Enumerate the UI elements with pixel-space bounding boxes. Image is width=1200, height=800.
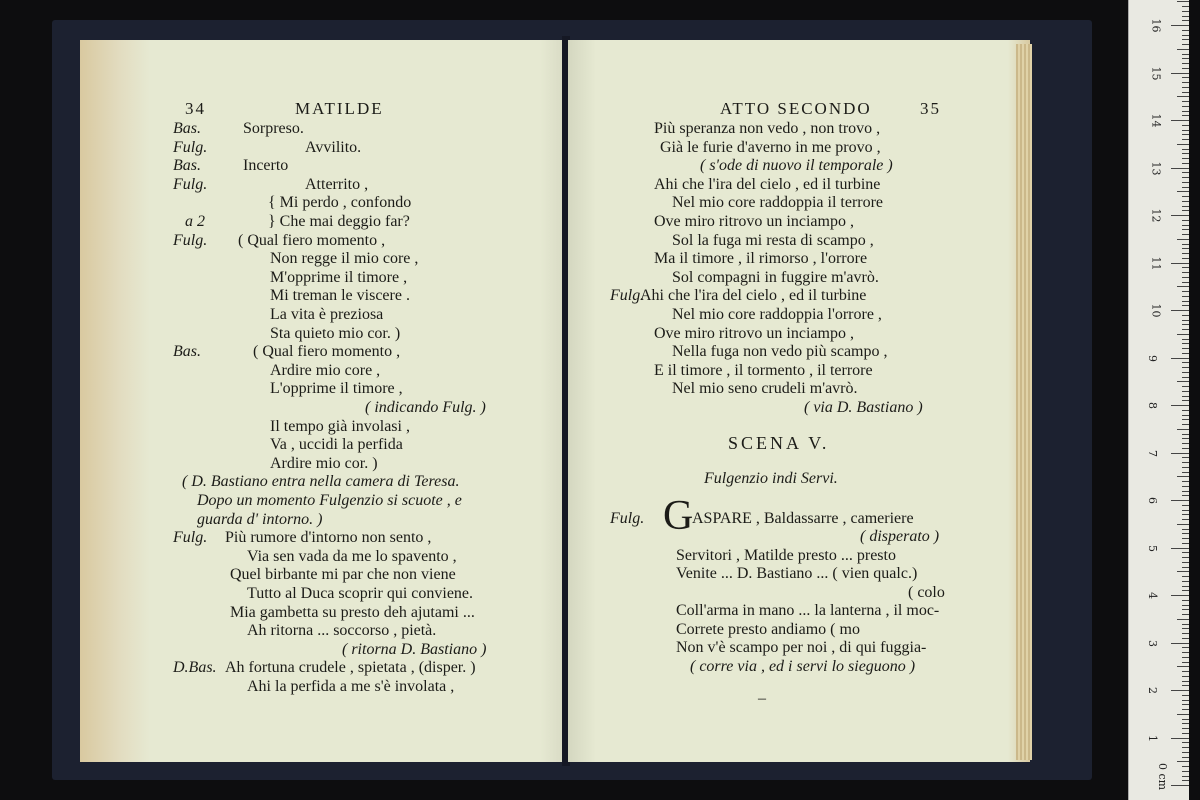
ruler-tick bbox=[1182, 111, 1189, 112]
verse-line: Più rumore d'intorno non sento , bbox=[225, 529, 432, 546]
ruler-tick bbox=[1182, 182, 1189, 183]
speaker-label: Fulg. bbox=[173, 176, 208, 193]
ruler-tick bbox=[1182, 581, 1189, 582]
ruler-tick bbox=[1182, 58, 1189, 59]
running-head-left: MATILDE bbox=[295, 99, 384, 118]
ruler-tick bbox=[1182, 187, 1189, 188]
ruler-tick bbox=[1182, 277, 1189, 278]
speaker-label: Bas. bbox=[173, 120, 201, 137]
ruler-tick bbox=[1182, 125, 1189, 126]
verse-line: Servitori , Matilde presto ... presto bbox=[676, 547, 896, 564]
page-number-right: 35 bbox=[920, 99, 941, 118]
verse-line: Ove miro ritrovo un inciampo , bbox=[654, 325, 854, 342]
ruler-tick bbox=[1182, 590, 1189, 591]
ruler-tick bbox=[1182, 723, 1189, 724]
ruler-tick bbox=[1171, 25, 1189, 26]
ruler-tick bbox=[1177, 1, 1189, 2]
ruler-tick bbox=[1182, 552, 1189, 553]
verse-line: Coll'arma in mano ... la lanterna , il moc- bbox=[676, 602, 940, 619]
ruler-tick bbox=[1182, 719, 1189, 720]
ruler-tick bbox=[1182, 377, 1189, 378]
ruler-tick bbox=[1182, 396, 1189, 397]
ruler-tick bbox=[1182, 543, 1189, 544]
ruler-tick bbox=[1182, 676, 1189, 677]
ruler-tick bbox=[1182, 196, 1189, 197]
ruler-tick bbox=[1182, 514, 1189, 515]
ruler-tick bbox=[1177, 239, 1189, 240]
ruler-tick bbox=[1182, 87, 1189, 88]
ruler-tick bbox=[1182, 348, 1189, 349]
ruler-tick bbox=[1182, 68, 1189, 69]
ruler-tick bbox=[1182, 562, 1189, 563]
ruler-tick bbox=[1182, 54, 1189, 55]
scene-subtitle: Fulgenzio indi Servi. bbox=[704, 470, 838, 487]
ruler-tick bbox=[1182, 139, 1189, 140]
ruler-tick bbox=[1182, 343, 1189, 344]
ruler-tick bbox=[1171, 358, 1189, 359]
ruler-tick bbox=[1182, 776, 1189, 777]
ruler-number: 6 bbox=[1146, 497, 1159, 504]
ruler-number: 1 bbox=[1146, 735, 1159, 742]
ruler-number: 5 bbox=[1146, 545, 1159, 552]
ruler-tick bbox=[1182, 614, 1189, 615]
ruler-tick bbox=[1171, 73, 1189, 74]
verse-line: Ma il timore , il rimorso , l'orrore bbox=[654, 250, 868, 267]
ruler-tick bbox=[1171, 500, 1189, 501]
verse-line: Già le furie d'averno in me provo , bbox=[660, 139, 881, 156]
ruler-tick bbox=[1171, 215, 1189, 216]
ruler-number: 2 bbox=[1146, 687, 1159, 694]
speaker-label: Fulg. bbox=[610, 510, 645, 527]
ruler-tick bbox=[1182, 248, 1189, 249]
verse-line: L'opprime il timore , bbox=[270, 380, 403, 397]
verse-line: ( corre via , ed i servi lo sieguono ) bbox=[690, 658, 916, 675]
verse-line: Mi treman le viscere . bbox=[270, 287, 410, 304]
ruler-tick bbox=[1177, 381, 1189, 382]
ruler-tick bbox=[1182, 391, 1189, 392]
ruler-number: 4 bbox=[1146, 592, 1159, 599]
ruler-tick bbox=[1182, 457, 1189, 458]
verse-line: ( Qual fiero momento , bbox=[238, 232, 386, 249]
ruler-tick bbox=[1182, 339, 1189, 340]
speaker-label: Fulg. bbox=[173, 232, 208, 249]
verse-line: Via sen vada da me lo spavento , bbox=[247, 548, 457, 565]
verse-line: Sta quieto mio cor. ) bbox=[270, 325, 401, 342]
verse-line: guarda d' intorno. ) bbox=[197, 511, 323, 528]
ruler-tick bbox=[1182, 115, 1189, 116]
ruler-tick bbox=[1182, 586, 1189, 587]
verse-line: Più speranza non vedo , non trovo , bbox=[654, 120, 881, 137]
ruler-tick bbox=[1182, 538, 1189, 539]
verse-line: Sol compagni in fuggire m'avrò. bbox=[672, 269, 879, 286]
ruler-tick bbox=[1182, 505, 1189, 506]
verse-line: Quel birbante mi par che non viene bbox=[230, 566, 456, 583]
ruler-tick bbox=[1171, 263, 1189, 264]
verse-line: Ahi che l'ira del cielo , ed il turbine bbox=[654, 176, 881, 193]
ruler-tick bbox=[1182, 315, 1189, 316]
ruler-tick bbox=[1182, 258, 1189, 259]
ruler-tick bbox=[1182, 225, 1189, 226]
ruler-number: 7 bbox=[1146, 450, 1159, 457]
verse-line: La vita è preziosa bbox=[270, 306, 384, 323]
ruler-tick bbox=[1182, 134, 1189, 135]
ruler-tick bbox=[1182, 576, 1189, 577]
ruler-tick bbox=[1182, 419, 1189, 420]
verse-line: Ahi la perfida a me s'è involata , bbox=[247, 678, 455, 695]
ruler-tick bbox=[1182, 20, 1189, 21]
ruler-tick bbox=[1182, 291, 1189, 292]
ruler-tick bbox=[1182, 662, 1189, 663]
ruler-tick bbox=[1182, 771, 1189, 772]
ruler-tick bbox=[1182, 733, 1189, 734]
ruler-tick bbox=[1182, 700, 1189, 701]
verse-line: E il timore , il tormento , il terrore bbox=[654, 362, 873, 379]
ruler-tick bbox=[1182, 329, 1189, 330]
ruler-tick bbox=[1182, 443, 1189, 444]
ruler-tick bbox=[1182, 63, 1189, 64]
verse-line: Mia gambetta su presto deh ajutami ... bbox=[230, 604, 475, 621]
ruler-tick bbox=[1182, 149, 1189, 150]
verse-line: Nel mio seno crudeli m'avrò. bbox=[672, 380, 858, 397]
speaker-label: Bas. bbox=[173, 343, 201, 360]
verse-line: Sorpreso. bbox=[243, 120, 304, 137]
verse-line: Sol la fuga mi resta di scampo , bbox=[672, 232, 874, 249]
ruler-tick bbox=[1182, 567, 1189, 568]
ruler-tick bbox=[1171, 595, 1189, 596]
speaker-label: Fulg. bbox=[173, 529, 208, 546]
ruler-tick bbox=[1182, 519, 1189, 520]
ruler-tick bbox=[1182, 44, 1189, 45]
ruler-tick bbox=[1182, 267, 1189, 268]
ruler-tick bbox=[1182, 305, 1189, 306]
verse-line: Dopo un momento Fulgenzio si scuote , e bbox=[197, 492, 462, 509]
verse-line: Nel mio core raddoppia l'orrore , bbox=[672, 306, 882, 323]
page-number-left: 34 bbox=[185, 99, 206, 118]
ruler-tick bbox=[1177, 286, 1189, 287]
ruler-tick bbox=[1182, 35, 1189, 36]
verse-line: ASPARE , Baldassarre , cameriere bbox=[692, 510, 914, 527]
ruler-tick bbox=[1182, 434, 1189, 435]
ruler-tick bbox=[1177, 49, 1189, 50]
ruler-tick bbox=[1171, 738, 1189, 739]
ruler-tick bbox=[1182, 472, 1189, 473]
verse-line: Nel mio core raddoppia il terrore bbox=[672, 194, 884, 211]
speaker-label: Bas. bbox=[173, 157, 201, 174]
ruler-tick bbox=[1171, 168, 1189, 169]
ruler-number: 9 bbox=[1146, 355, 1159, 362]
ruler-number: 12 bbox=[1149, 208, 1163, 223]
ruler-tick bbox=[1182, 101, 1189, 102]
ruler-tick bbox=[1171, 120, 1189, 121]
verse-line: { Mi perdo , confondo bbox=[268, 194, 412, 211]
measuring-ruler bbox=[1128, 0, 1189, 800]
ruler-tick bbox=[1182, 82, 1189, 83]
speaker-label: a 2 bbox=[185, 213, 205, 230]
ruler-number: 8 bbox=[1146, 402, 1159, 409]
verse-line: ( via D. Bastiano ) bbox=[804, 399, 923, 416]
ruler-tick bbox=[1182, 244, 1189, 245]
ruler-tick bbox=[1182, 130, 1189, 131]
ruler-tick bbox=[1182, 163, 1189, 164]
ruler-tick bbox=[1182, 201, 1189, 202]
verse-line: Ahi che l'ira del cielo , ed il turbine bbox=[640, 287, 867, 304]
ruler-tick bbox=[1182, 695, 1189, 696]
ruler-tick bbox=[1177, 476, 1189, 477]
ruler-tick bbox=[1177, 429, 1189, 430]
ruler-number: 11 bbox=[1149, 256, 1163, 271]
ruler-number: 3 bbox=[1146, 640, 1159, 647]
ruler-tick bbox=[1182, 633, 1189, 634]
ruler-tick bbox=[1182, 467, 1189, 468]
verse-line: ( Qual fiero momento , bbox=[253, 343, 401, 360]
ruler-tick bbox=[1171, 643, 1189, 644]
ruler-tick bbox=[1182, 362, 1189, 363]
verse-line: ( disperato ) bbox=[860, 528, 940, 545]
ruler-tick bbox=[1182, 757, 1189, 758]
ruler-tick bbox=[1182, 30, 1189, 31]
verse-line: Ah fortuna crudele , spietata , (disper. ) bbox=[225, 659, 476, 676]
ruler-tick bbox=[1182, 438, 1189, 439]
ruler-tick bbox=[1177, 524, 1189, 525]
ruler-tick bbox=[1182, 529, 1189, 530]
ruler-tick bbox=[1182, 671, 1189, 672]
ruler-number: 13 bbox=[1149, 161, 1163, 176]
verse-line: Atterrito , bbox=[305, 176, 369, 193]
ruler-tick bbox=[1177, 666, 1189, 667]
ruler-tick bbox=[1182, 657, 1189, 658]
ruler-tick bbox=[1182, 481, 1189, 482]
ruler-tick bbox=[1182, 6, 1189, 7]
ruler-tick bbox=[1182, 624, 1189, 625]
ruler-tick bbox=[1182, 681, 1189, 682]
verse-line: } Che mai deggio far? bbox=[268, 213, 410, 230]
ruler-tick bbox=[1182, 324, 1189, 325]
ruler-tick bbox=[1177, 191, 1189, 192]
verse-line: Avvilito. bbox=[305, 139, 362, 156]
verse-line: ( D. Bastiano entra nella camera di Teresa. bbox=[182, 473, 460, 490]
verse-line: Correte presto andiamo ( mo bbox=[676, 621, 860, 638]
ruler-tick bbox=[1182, 780, 1189, 781]
verse-line: Ardire mio core , bbox=[270, 362, 381, 379]
ruler-tick bbox=[1182, 410, 1189, 411]
ruler-tick bbox=[1182, 638, 1189, 639]
ruler-tick bbox=[1182, 16, 1189, 17]
ruler-tick bbox=[1171, 405, 1189, 406]
ruler-tick bbox=[1182, 39, 1189, 40]
ruler-tick bbox=[1182, 372, 1189, 373]
left-page bbox=[80, 40, 565, 762]
verse-line: Ardire mio cor. ) bbox=[270, 455, 378, 472]
verse-line: Non regge il mio core , bbox=[270, 250, 419, 267]
ruler-tick bbox=[1182, 728, 1189, 729]
ruler-tick bbox=[1182, 386, 1189, 387]
speaker-label: Fulg. bbox=[173, 139, 208, 156]
ruler-tick bbox=[1182, 400, 1189, 401]
ruler-tick bbox=[1182, 491, 1189, 492]
ruler-tick bbox=[1182, 766, 1189, 767]
ruler-tick bbox=[1171, 310, 1189, 311]
ruler-tick bbox=[1182, 220, 1189, 221]
ruler-unit: 0 cm bbox=[1156, 762, 1170, 791]
ruler-tick bbox=[1182, 272, 1189, 273]
verse-line: ( indicando Fulg. ) bbox=[365, 399, 486, 416]
ruler-tick bbox=[1182, 647, 1189, 648]
ruler-tick bbox=[1182, 253, 1189, 254]
ruler-tick bbox=[1182, 296, 1189, 297]
ruler-tick bbox=[1182, 510, 1189, 511]
ruler-number: 16 bbox=[1149, 18, 1163, 33]
ruler-tick bbox=[1182, 628, 1189, 629]
right-page bbox=[568, 40, 1030, 762]
ruler-tick bbox=[1182, 210, 1189, 211]
verse-line: Ove miro ritrovo un inciampo , bbox=[654, 213, 854, 230]
ruler-tick bbox=[1182, 685, 1189, 686]
ruler-tick bbox=[1182, 206, 1189, 207]
ruler-tick bbox=[1171, 548, 1189, 549]
ruler-tick bbox=[1182, 752, 1189, 753]
ruler-tick bbox=[1182, 106, 1189, 107]
ruler-tick bbox=[1182, 424, 1189, 425]
ruler-tick bbox=[1171, 453, 1189, 454]
ruler-tick bbox=[1182, 172, 1189, 173]
ruler-tick bbox=[1182, 153, 1189, 154]
ruler-tick bbox=[1182, 92, 1189, 93]
ruler-tick bbox=[1182, 282, 1189, 283]
ruler-tick bbox=[1182, 11, 1189, 12]
ruler-tick bbox=[1177, 619, 1189, 620]
ruler-tick bbox=[1182, 462, 1189, 463]
ruler-tick bbox=[1182, 557, 1189, 558]
ruler-tick bbox=[1182, 600, 1189, 601]
verse-line: Il tempo già involasi , bbox=[270, 418, 410, 435]
verse-line: Ah ritorna ... soccorso , pietà. bbox=[247, 622, 437, 639]
ruler-tick bbox=[1177, 144, 1189, 145]
running-head-right: ATTO SECONDO bbox=[720, 99, 872, 118]
ruler-tick bbox=[1182, 234, 1189, 235]
ruler-tick bbox=[1182, 742, 1189, 743]
ruler-tick bbox=[1177, 714, 1189, 715]
verse-line: ( s'ode di nuovo il temporale ) bbox=[700, 157, 893, 174]
ruler-tick bbox=[1182, 652, 1189, 653]
verse-line: Venite ... D. Bastiano ... ( vien qualc.) bbox=[676, 565, 918, 582]
ruler-number: 15 bbox=[1149, 66, 1163, 81]
ruler-tick bbox=[1182, 77, 1189, 78]
ruler-tick bbox=[1182, 448, 1189, 449]
ruler-tick bbox=[1177, 96, 1189, 97]
ruler-tick bbox=[1177, 334, 1189, 335]
ruler-tick bbox=[1182, 229, 1189, 230]
verse-line: Non v'è scampo per noi , di qui fuggia- bbox=[676, 639, 927, 656]
verse-line: ( ritorna D. Bastiano ) bbox=[342, 641, 487, 658]
verse-line: M'opprime il timore , bbox=[270, 269, 408, 286]
ruler-tick bbox=[1182, 177, 1189, 178]
scene-title: SCENA V. bbox=[728, 433, 830, 453]
verse-line: Nella fuga non vedo più scampo , bbox=[672, 343, 888, 360]
ruler-tick bbox=[1171, 690, 1189, 691]
ruler-tick bbox=[1182, 301, 1189, 302]
ruler-tick bbox=[1182, 609, 1189, 610]
drop-cap: G bbox=[663, 493, 694, 539]
ruler-tick bbox=[1177, 761, 1189, 762]
speaker-label: D.Bas. bbox=[173, 659, 217, 676]
speaker-label: Fulg. bbox=[610, 287, 645, 304]
ruler-tick bbox=[1182, 709, 1189, 710]
ruler-tick bbox=[1182, 367, 1189, 368]
ruler-tick bbox=[1182, 605, 1189, 606]
ruler-tick bbox=[1182, 704, 1189, 705]
ruler-tick bbox=[1182, 320, 1189, 321]
verse-line: ( colo bbox=[908, 584, 945, 601]
ruler-tick bbox=[1182, 747, 1189, 748]
verse-line: Incerto bbox=[243, 157, 289, 174]
ruler-tick bbox=[1171, 785, 1189, 786]
ruler-tick bbox=[1182, 158, 1189, 159]
page-edge-right bbox=[1016, 44, 1032, 760]
ruler-number: 10 bbox=[1149, 303, 1163, 318]
verse-line: Tutto al Duca scoprir qui conviene. bbox=[247, 585, 474, 602]
catchword: – bbox=[758, 690, 766, 707]
ruler-tick bbox=[1177, 571, 1189, 572]
ruler-tick bbox=[1182, 415, 1189, 416]
verse-line: Va , uccidi la perfida bbox=[270, 436, 403, 453]
ruler-tick bbox=[1182, 495, 1189, 496]
ruler-tick bbox=[1182, 486, 1189, 487]
ruler-tick bbox=[1182, 533, 1189, 534]
ruler-number: 14 bbox=[1149, 113, 1163, 128]
ruler-tick bbox=[1182, 353, 1189, 354]
